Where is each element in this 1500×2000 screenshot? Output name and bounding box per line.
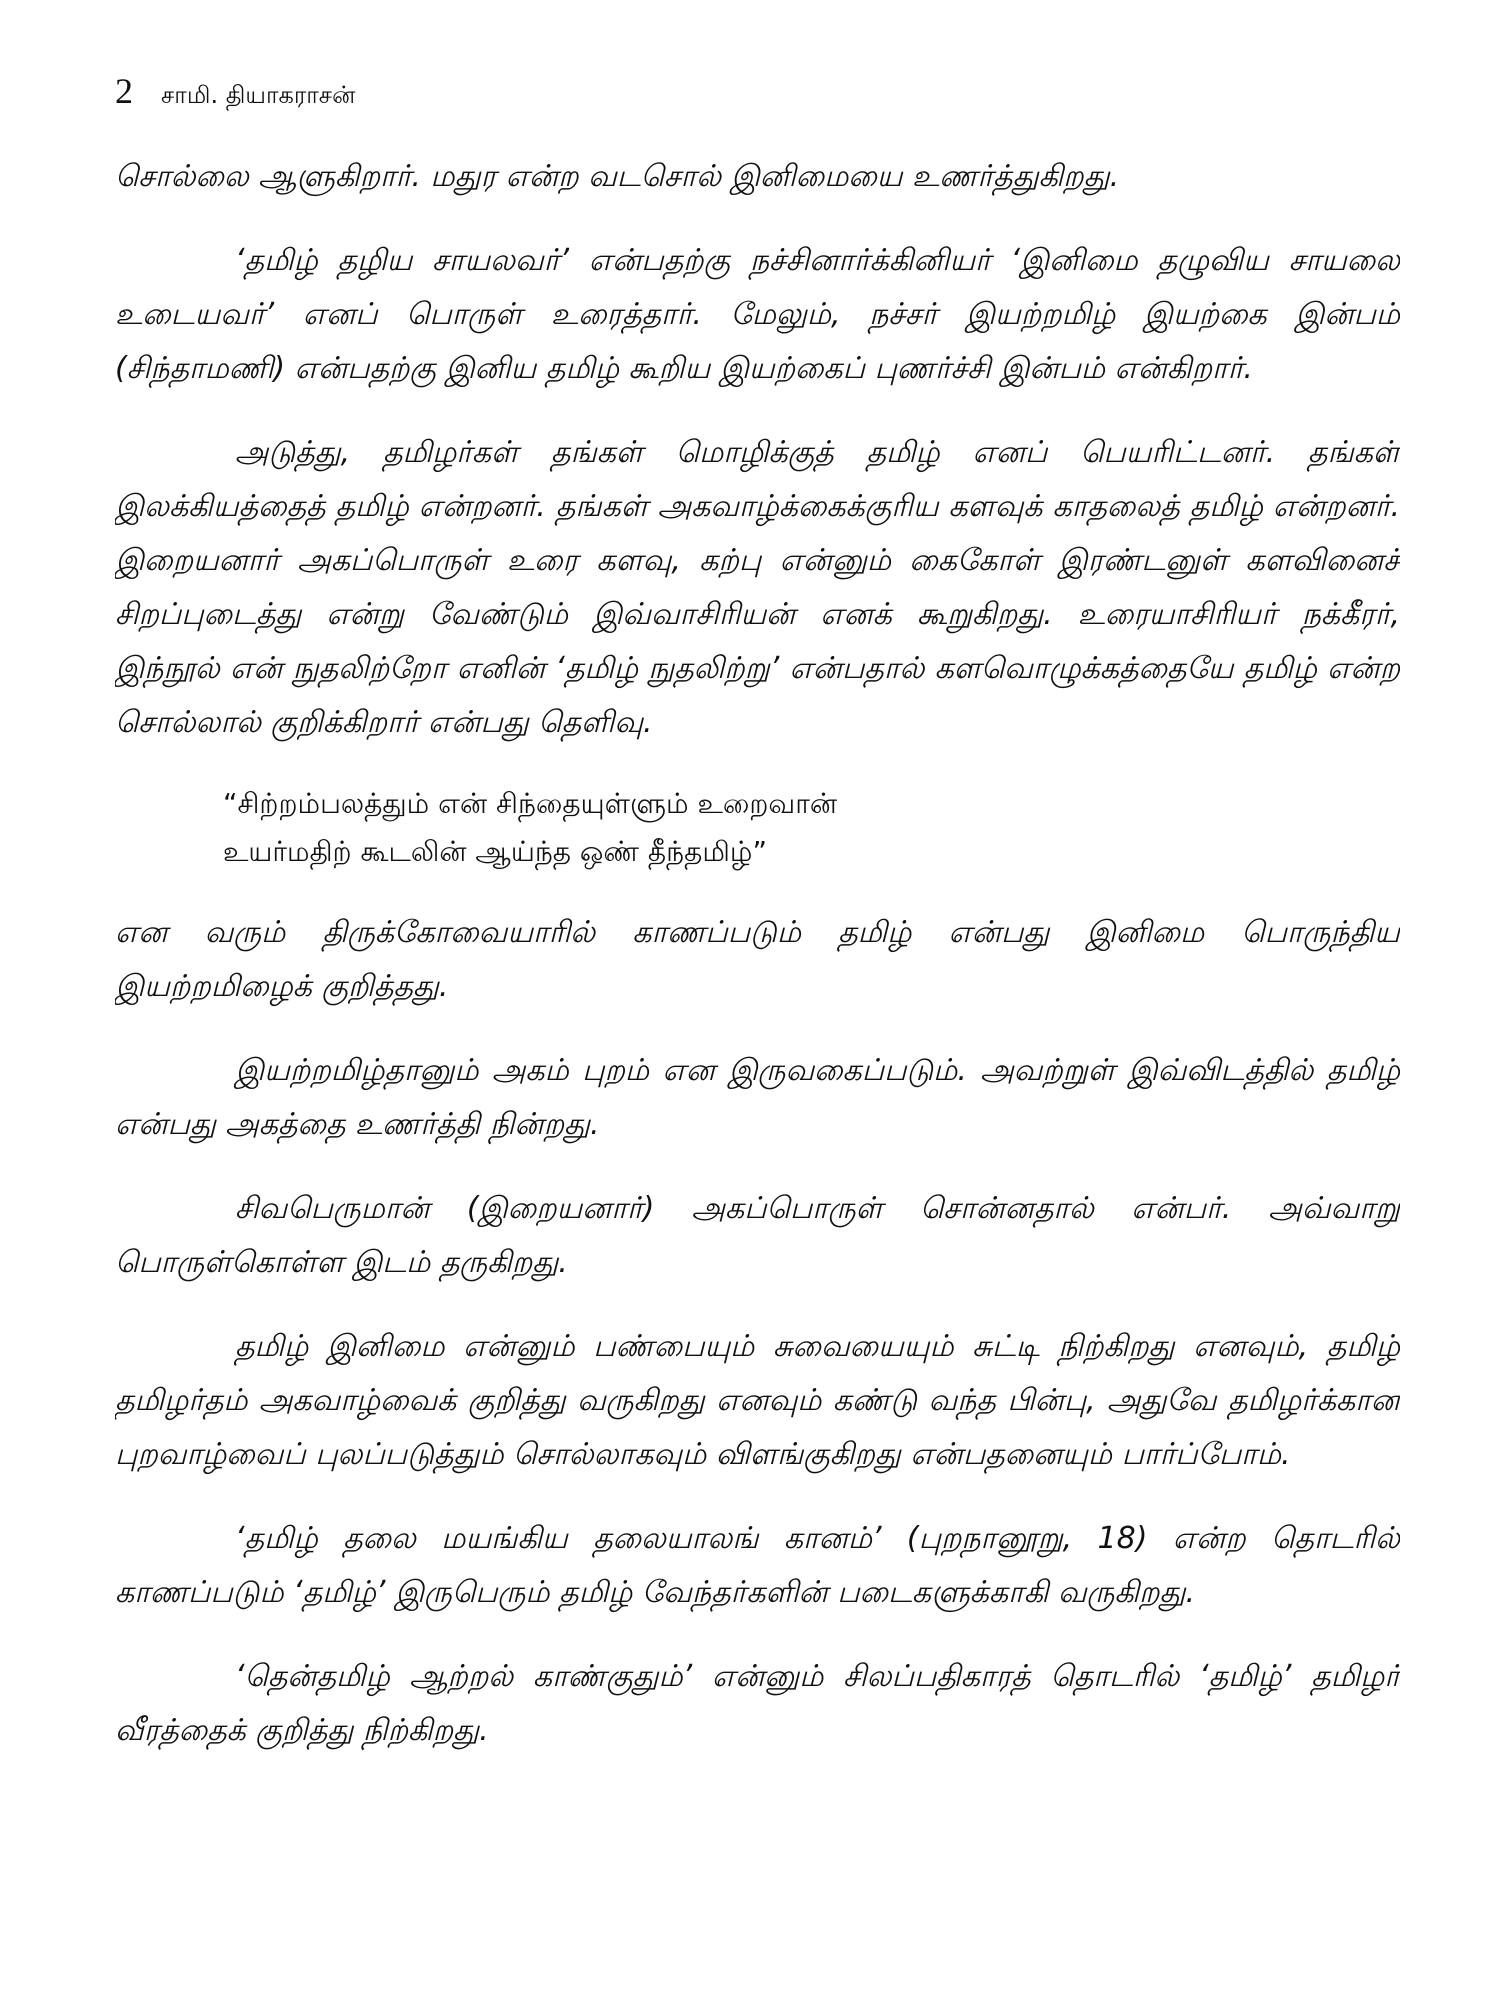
paragraph-8: ‘தமிழ் தலை மயங்கிய தலையாலங் கானம்’ (புறநானூறு, 18) என்ற தொடரில் காணப்படும் ‘தமிழ்’ இருபெரும் தமிழ் வேந்தர்களின் படைகளுக்காகி வருகிறது. — [115, 1521, 1400, 1610]
paragraph-9: ‘தென்தமிழ் ஆற்றல் காண்குதும்’ என்னும் சிலப்பதிகாரத் தொடரில் ‘தமிழ்’ தமிழர் வீரத்தைக் குறித்து நிற்கிறது. — [115, 1659, 1400, 1748]
paragraph-7: தமிழ் இனிமை என்னும் பண்பையும் சுவையையும் சுட்டி நிற்கிறது எனவும், தமிழ் தமிழர்தம் அகவாழ்வைக் குறித்து வருகிறது எனவும் கண்டு வந்த பின்பு, அதுவே தமிழர்க்கான புறவாழ்வைப் புலப்படுத்தும் சொல்லாகவும் விளங்குகிறது என்பதனையும் பார்ப்போம். — [115, 1329, 1400, 1472]
paragraph-5: இயற்றமிழ்தானும் அகம் புறம் என இருவகைப்படும். அவற்றுள் இவ்விடத்தில் தமிழ் என்பது அகத்தை உணர்த்தி நின்றது. — [115, 1053, 1400, 1142]
verse-line-2: உயர்மதிற் கூடலின் ஆய்ந்த ஒண் தீந்தமிழ்” — [223, 835, 767, 868]
paragraph-2: ‘தமிழ் தழிய சாயலவர்’ என்பதற்கு நச்சினார்க்கினியர் ‘இனிமை தழுவிய சாயலை உடையவர்’ எனப் பொருள் உரைத்தார். மேலும், நச்சர் இயற்றமிழ் இயற்கை இன்பம் (சிந்தாமணி) என்பதற்கு இனிய தமிழ் கூறிய இயற்கைப் புணர்ச்சி இன்பம் என்கிறார். — [115, 243, 1400, 386]
verse-quote — [223, 780, 1400, 876]
page-number: 2 — [115, 71, 133, 111]
paragraph-3: அடுத்து, தமிழர்கள் தங்கள் மொழிக்குத் தமிழ் எனப் பெயரிட்டனர். தங்கள் இலக்கியத்தைத் தமிழ் என்றனர். தங்கள் அகவாழ்க்கைக்குரிய களவுக் காதலைத் தமிழ் என்றனர். இறையனார் அகப்பொருள் உரை களவு, கற்பு என்னும் கைகோள் இரண்டனுள் களவினைச் சிறப்புடைத்து என்று வேண்டும் இவ்வாசிரியன் எனக் கூறுகிறது. உரையாசிரியர் நக்கீரர், இந்நூல் என் நுதலிற்றோ எனின் ‘தமிழ் நுதலிற்று’ என்பதால் களவொழுக்கத்தையே தமிழ் என்ற சொல்லால் குறிக்கிறார் என்பது தெளிவு. — [115, 435, 1400, 740]
document-page — [115, 70, 1400, 1950]
paragraph-6: சிவபெருமான் (இறையனார்) அகப்பொருள் சொன்னதால் என்பர். அவ்வாறு பொருள்கொள்ள இடம் தருகிறது. — [115, 1191, 1400, 1280]
page-header — [115, 70, 1400, 120]
running-head: சாமி. தியாகராசன் — [161, 81, 356, 109]
paragraph-1: சொல்லை ஆளுகிறார். மதுர என்ற வடசொல் இனிமையை உணர்த்துகிறது. — [115, 159, 1120, 194]
paragraph-4: என வரும் திருக்கோவையாரில் காணப்படும் தமிழ் என்பது இனிமை பொருந்திய இயற்றமிழைக் குறித்தது. — [115, 915, 1400, 1004]
verse-line-1: “சிற்றம்பலத்தும் என் சிந்தையுள்ளும் உறைவான் — [223, 787, 838, 820]
